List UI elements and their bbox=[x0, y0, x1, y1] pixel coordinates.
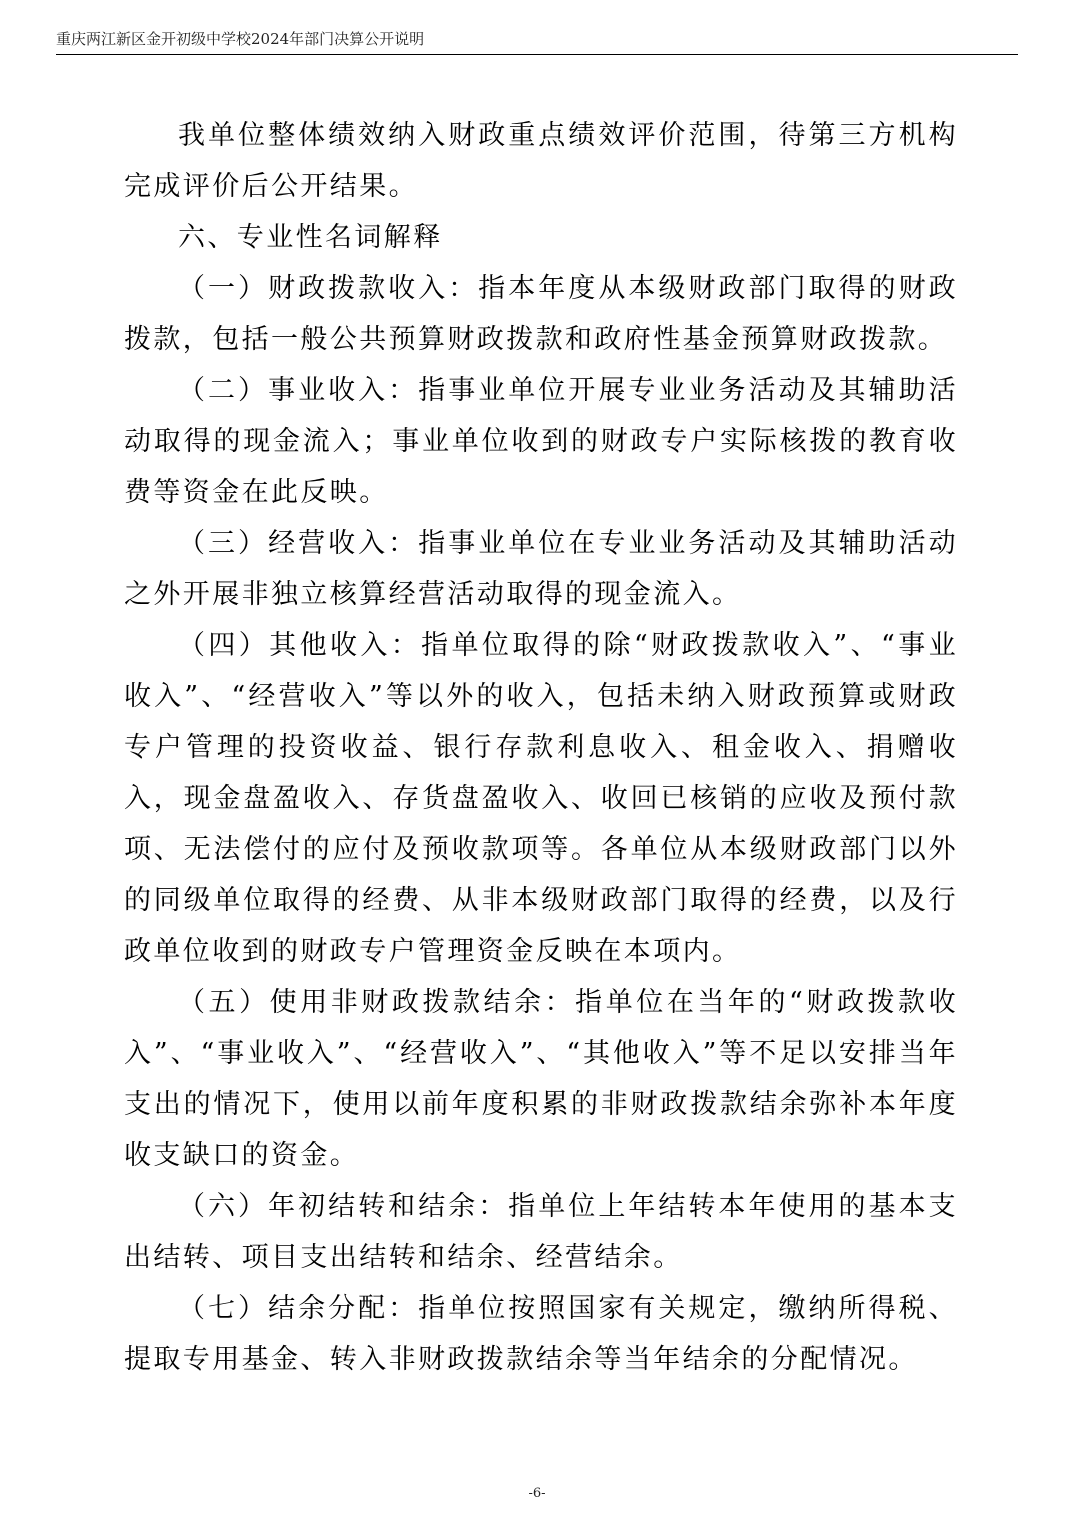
intro-paragraph: 我单位整体绩效纳入财政重点绩效评价范围，待第三方机构完成评价后公开结果。 bbox=[124, 120, 958, 202]
page-number: -6- bbox=[528, 1486, 546, 1501]
section-heading: 六、专业性名词解释 bbox=[178, 222, 443, 253]
definition-paragraph-7: （七）结余分配：指单位按照国家有关规定，缴纳所得税、提取专用基金、转入非财政拨款结余等当年结余的分配情况。 bbox=[124, 1293, 958, 1375]
definition-paragraph-3: （三）经营收入：指事业单位在专业业务活动及其辅助活动之外开展非独立核算经营活动取得的现金流入。 bbox=[124, 528, 958, 610]
header-title: 重庆两江新区金开初级中学校2024年部门决算公开说明 bbox=[56, 30, 425, 48]
definition-paragraph-6: （六）年初结转和结余：指单位上年结转本年使用的基本支出结转、项目支出结转和结余、经营结余。 bbox=[124, 1191, 958, 1273]
document-body bbox=[124, 110, 958, 1385]
page-header bbox=[56, 24, 1018, 55]
definition-paragraph-1: （一）财政拨款收入：指本年度从本级财政部门取得的财政拨款，包括一般公共预算财政拨款和政府性基金预算财政拨款。 bbox=[124, 273, 958, 355]
definition-paragraph-5: （五）使用非财政拨款结余：指单位在当年的“财政拨款收入”、“事业收入”、“经营收入”、“其他收入”等不足以安排当年支出的情况下，使用以前年度积累的非财政拨款结余弥补本年度收支缺口的资金。 bbox=[124, 987, 958, 1171]
definition-paragraph-4: （四）其他收入：指单位取得的除“财政拨款收入”、“事业收入”、“经营收入”等以外的收入，包括未纳入财政预算或财政专户管理的投资收益、银行存款利息收入、租金收入、捐赠收入，现金盘盈收入、存货盘盈收入、收回已核销的应收及预付款项、无法偿付的应付及预收款项等。各单位从本级财政部门以外的同级单位取得的经费、从非本级财政部门取得的经费，以及行政单位收到的财政专户管理资金反映在本项内。 bbox=[124, 630, 958, 967]
definition-paragraph-2: （二）事业收入：指事业单位开展专业业务活动及其辅助活动取得的现金流入；事业单位收到的财政专户实际核拨的教育收费等资金在此反映。 bbox=[124, 375, 958, 508]
